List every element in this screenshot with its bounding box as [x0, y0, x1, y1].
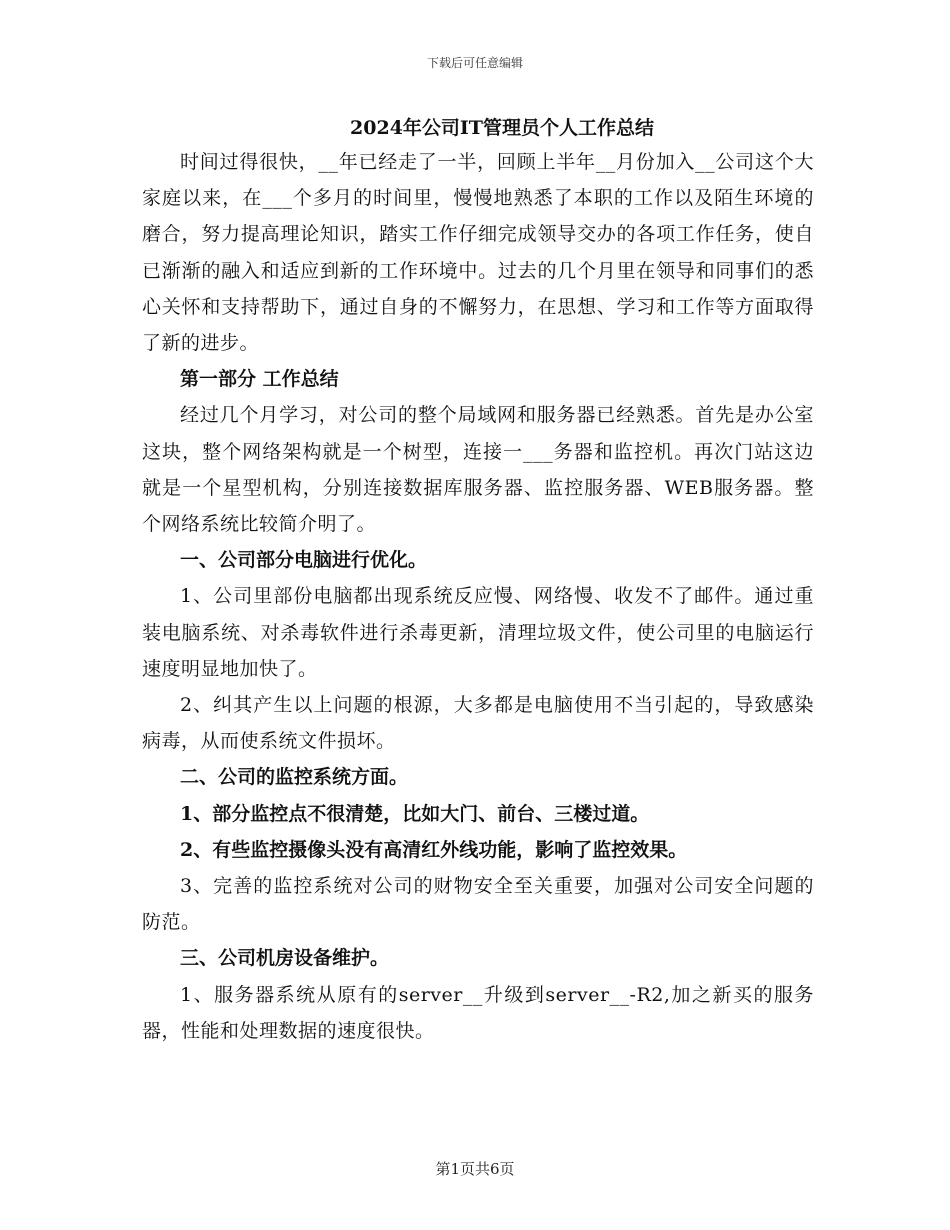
- page-number-footer: 第1页共6页: [435, 1160, 515, 1178]
- section-heading-monitoring: 二、公司的监控系统方面。: [180, 766, 409, 789]
- document-body: [142, 112, 814, 1049]
- section-heading-part-one: 第一部分 工作总结: [180, 368, 339, 391]
- document-title: 2024年公司IT管理员个人工作总结: [350, 117, 654, 139]
- monitoring-item-3: 3、完善的监控系统对公司的财物安全至关重要，加强对公司安全问题的防范。: [142, 875, 814, 934]
- network-paragraph: 经过几个月学习，对公司的整个局域网和服务器已经熟悉。首先是办公室这块，整个网络架构就是一个树型，连接一___务器和监控机。再次门站这边就是一个星型机构，分别连接数据库服务器、监控服务器、WEB服务器。整个网络系统比较简介明了。: [142, 404, 814, 536]
- server-room-item-1: 1、服务器系统从原有的server__升级到server__-R2,加之新买的服务器，性能和处理数据的速度很快。: [142, 983, 814, 1042]
- section-heading-server-room: 三、公司机房设备维护。: [180, 947, 390, 970]
- optimization-item-2: 2、纠其产生以上问题的根源，大多都是电脑使用不当引起的，导致感染病毒，从而使系统文件损坏。: [142, 694, 814, 753]
- intro-paragraph: 时间过得很快，__年已经走了一半，回顾上半年__月份加入__公司这个大家庭以来，在___个多月的时间里，慢慢地熟悉了本职的工作以及陌生环境的磨合，努力提高理论知识，踏实工作仔细完成领导交办的各项工作任务，使自已渐渐的融入和适应到新的工作环境中。过去的几个月里在领导和同事们的悉心关怀和支持帮助下，通过自身的不懈努力，在思想、学习和工作等方面取得了新的进步。: [142, 151, 814, 355]
- monitoring-item-1: 1、部分监控点不很清楚，比如大门、前台、三楼过道。: [180, 802, 650, 825]
- optimization-item-1: 1、公司里部份电脑都出现系统反应慢、网络慢、收发不了邮件。通过重装电脑系统、对杀毒软件进行杀毒更新，清理垃圾文件，使公司里的电脑运行速度明显地加快了。: [142, 585, 814, 680]
- monitoring-item-2: 2、有些监控摄像头没有高清红外线功能，影响了监控效果。: [180, 838, 688, 861]
- page-header-note: 下载后可任意编辑: [426, 56, 523, 70]
- section-heading-computer-optimization: 一、公司部分电脑进行优化。: [180, 549, 428, 572]
